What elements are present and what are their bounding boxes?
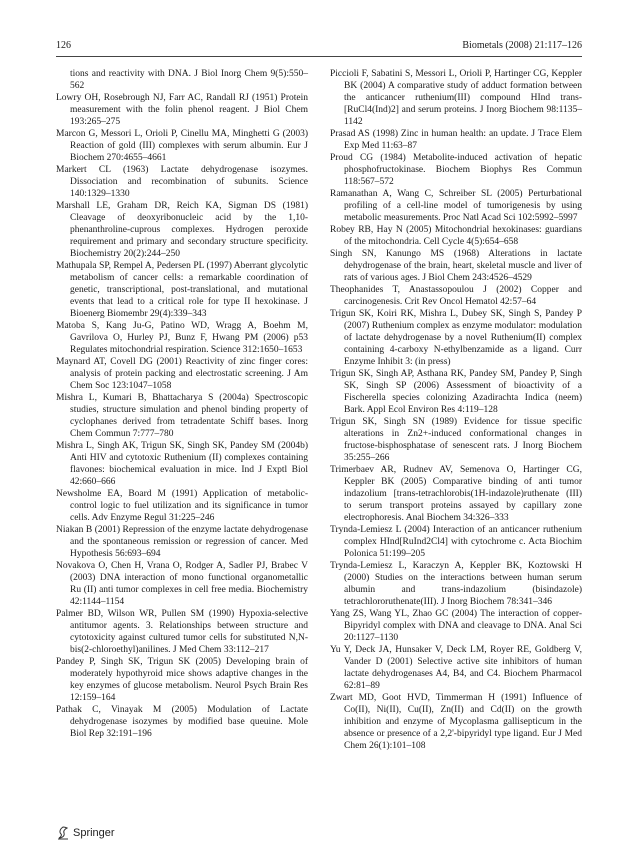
- reference-entry: Robey RB, Hay N (2005) Mitochondrial hexokinases: guardians of the mitochondria. Cell Cycle 4(5):654–658: [330, 225, 582, 247]
- reference-entry: Newsholme EA, Board M (1991) Application of metabolic-control logic to fuel utilization and its significance in tumor cells. Adv Enzyme Regul 31:225–246: [56, 489, 308, 523]
- reference-entry: Trimerbaev AR, Rudnev AV, Semenova O, Hartinger CG, Keppler BK (2005) Comparative binding of anti tumor indazolium [trans-tetrachlorobis(1H-indazole)ruthenate (III) to serum transport proteins assayed by capillary zone electrophoresis. Anal Biochem 34:326–333: [330, 465, 582, 523]
- reference-entry: Trigun SK, Koiri RK, Mishra L, Dubey SK, Singh S, Pandey P (2007) Ruthenium complex as enzyme modulator: modulation of lactate dehydrogenase by a novel Ruthenium(II) complex containing 4-carboxy N-ethylbenzamide as a ligand. Curr Enzyme Inhibit 3: (in press): [330, 309, 582, 367]
- reference-entry: Pandey P, Singh SK, Trigun SK (2005) Developing brain of moderately hypothyroid mice shows adaptive changes in the key enzymes of glucose metabolism. Neurol Psych Brain Res 12:159–164: [56, 657, 308, 703]
- reference-entry: Maynard AT, Covell DG (2001) Reactivity of zinc finger cores: analysis of protein packing and electrostatic screening. J Am Chem Soc 123:1047–1058: [56, 357, 308, 391]
- publisher-footer: [56, 826, 115, 840]
- running-header: [56, 40, 582, 54]
- reference-entry: Markert CL (1963) Lactate dehydrogenase isozymes. Dissociation and recombination of subunits. Science 140:1329–1330: [56, 165, 308, 199]
- left-column-references: [56, 68, 308, 740]
- reference-entry: Theophanides T, Anastassopoulou J (2002) Copper and carcinogenesis. Crit Rev Oncol Hematol 42:57–64: [330, 285, 582, 307]
- right-column-references: [330, 68, 582, 752]
- reference-entry: Singh SN, Kanungo MS (1968) Alterations in lactate dehydrogenase of the brain, heart, skeletal muscle and liver of rats of various ages. J Biol Chem 243:4526–4529: [330, 249, 582, 283]
- reference-entry: Marcon G, Messori L, Orioli P, Cinellu MA, Minghetti G (2003) Reaction of gold (III) complexes with serum albumin. Eur J Biochem 270:4655–4661: [56, 129, 308, 163]
- header-rule: [56, 56, 582, 57]
- publisher-name: Springer: [73, 827, 115, 839]
- reference-entry: Proud CG (1984) Metabolite-induced activation of hepatic phosphofructokinase. Biochem Biophys Res Commun 118:567–572: [330, 153, 582, 187]
- reference-entry: Trynda-Lemiesz L, Karaczyn A, Keppler BK, Koztowski H (2000) Studies on the interactions between human serum albumin and trans-indazolium (bisindazole) tetrachlororuthenate(III). J Inorg Biochem 78:341–346: [330, 561, 582, 607]
- reference-entry: Mishra L, Singh AK, Trigun SK, Singh SK, Pandey SM (2004b) Anti HIV and cytotoxic Ruthenium (II) complexes containing flavones: biochemical evaluation in mice. Ind J Exptl Biol 42:660–666: [56, 441, 308, 487]
- reference-entry: Zwart MD, Goot HVD, Timmerman H (1991) Influence of Co(II), Ni(II), Cu(II), Zn(II) and Cd(II) on the growth inhibition and enzyme of Mycoplasma gallisepticum in the absence or presence of a 2,2'-bipyridyl type ligand. Eur J Med Chem 26(1):101–108: [330, 693, 582, 751]
- reference-entry: Novakova O, Chen H, Vrana O, Rodger A, Sadler PJ, Brabec V (2003) DNA interaction of mono functional organometallic Ru (II) anti tumor complexes in cell free media. Biochemistry 42:1144–1154: [56, 561, 308, 607]
- reference-entry: Yang ZS, Wang YL, Zhao GC (2004) The interaction of copper-Bipyridyl complex with DNA and cleavage to DNA. Anal Sci 20:1127–1130: [330, 609, 582, 643]
- reference-entry: Pathak C, Vinayak M (2005) Modulation of Lactate dehydrogenase isozymes by modified base queuine. Mole Biol Rep 32:191–196: [56, 705, 308, 739]
- reference-entry: Lowry OH, Rosebrough NJ, Farr AC, Randall RJ (1951) Protein measurement with the folin phenol reagent. J Biol Chem 193:265–275: [56, 93, 308, 127]
- reference-entry: Prasad AS (1998) Zinc in human health: an update. J Trace Elem Exp Med 11:63–87: [330, 129, 582, 151]
- reference-entry: Trigun SK, Singh AP, Asthana RK, Pandey SM, Pandey P, Singh SK, Singh SP (2006) Assessment of bioactivity of a Fischerella species colonizing Azadirachta Indica (neem) Bark. Appl Ecol Environ Res 4:119–128: [330, 369, 582, 415]
- reference-entry: Trigun SK, Singh SN (1989) Evidence for tissue specific alterations in Zn2+-induced conformational changes in fructose-bisphosphatase of senescent rats. J Inorg Biochem 35:255–266: [330, 417, 582, 463]
- springer-logo-icon: [56, 826, 70, 840]
- journal-reference: Biometals (2008) 21:117–126: [462, 40, 582, 51]
- reference-entry: Palmer BD, Wilson WR, Pullen SM (1990) Hypoxia-selective antitumor agents. 3. Relationships between structure and cytotoxicity against cultured tumor cells for substituted N,N-bis(2-chloroethyl)anilines. J Med Chem 33:112–217: [56, 609, 308, 655]
- reference-entry: tions and reactivity with DNA. J Biol Inorg Chem 9(5):550–562: [70, 69, 308, 91]
- reference-entry: Ramanathan A, Wang C, Schreiber SL (2005) Perturbational profiling of a cell-line model of tumorigenesis by using metabolic measurements. Proc Natl Acad Sci 102:5992–5997: [330, 189, 582, 223]
- reference-entry: Trynda-Lemiesz L (2004) Interaction of an anticancer ruthenium complex HInd[RuInd2Cl4] with cytochrome c. Acta Biochim Polonica 51:199–205: [330, 525, 582, 559]
- reference-entry: Mishra L, Kumari B, Bhattacharya S (2004a) Spectroscopic studies, structure simulation and phenol binding property of cyclophanes derived from tetradentate Schiff bases. Inorg Chem Commun 7:777–780: [56, 393, 308, 439]
- reference-entry: Marshall LE, Graham DR, Reich KA, Sigman DS (1981) Cleavage of deoxyribonucleic acid by the 1,10-phenanthroline-cuprous complexes. Hydrogen peroxide requirement and primary and secondary structure specificity. Biochemistry 20(2):244–250: [56, 201, 308, 259]
- reference-entry: Mathupala SP, Rempel A, Pedersen PL (1997) Aberrant glycolytic metabolism of cancer cells: a remarkable coordination of genetic, transcriptional, post-translational, and mutational events that lead to a critical role for type II hexokinase. J Bioenerg Biomembr 29(4):339–343: [56, 261, 308, 319]
- reference-entry: Matoba S, Kang Ju-G, Patino WD, Wragg A, Boehm M, Gavrilova O, Hurley PJ, Bunz F, Hwang PM (2006) p53 Regulates mitochondrial respiration. Science 312:1650–1653: [56, 321, 308, 355]
- reference-entry: Yu Y, Deck JA, Hunsaker V, Deck LM, Royer RE, Goldberg V, Vander D (2001) Selective active site inhibitors of human lactate dehydrogenases A4, B4, and C4. Biochem Pharmacol 62:81–89: [330, 645, 582, 691]
- reference-entry: Niakan B (2001) Repression of the enzyme lactate dehydrogenase and the spontaneous remission or regression of cancer. Med Hypothesis 56:693–694: [56, 525, 308, 559]
- page-number: 126: [56, 40, 71, 51]
- reference-entry: Piccioli F, Sabatini S, Messori L, Orioli P, Hartinger CG, Keppler BK (2004) A comparative study of adduct formation between the anticancer ruthenium(III) compound HInd trans-[RuCl4(Ind)2] and serum proteins. J Inorg Biochem 98:1135–1142: [330, 69, 582, 127]
